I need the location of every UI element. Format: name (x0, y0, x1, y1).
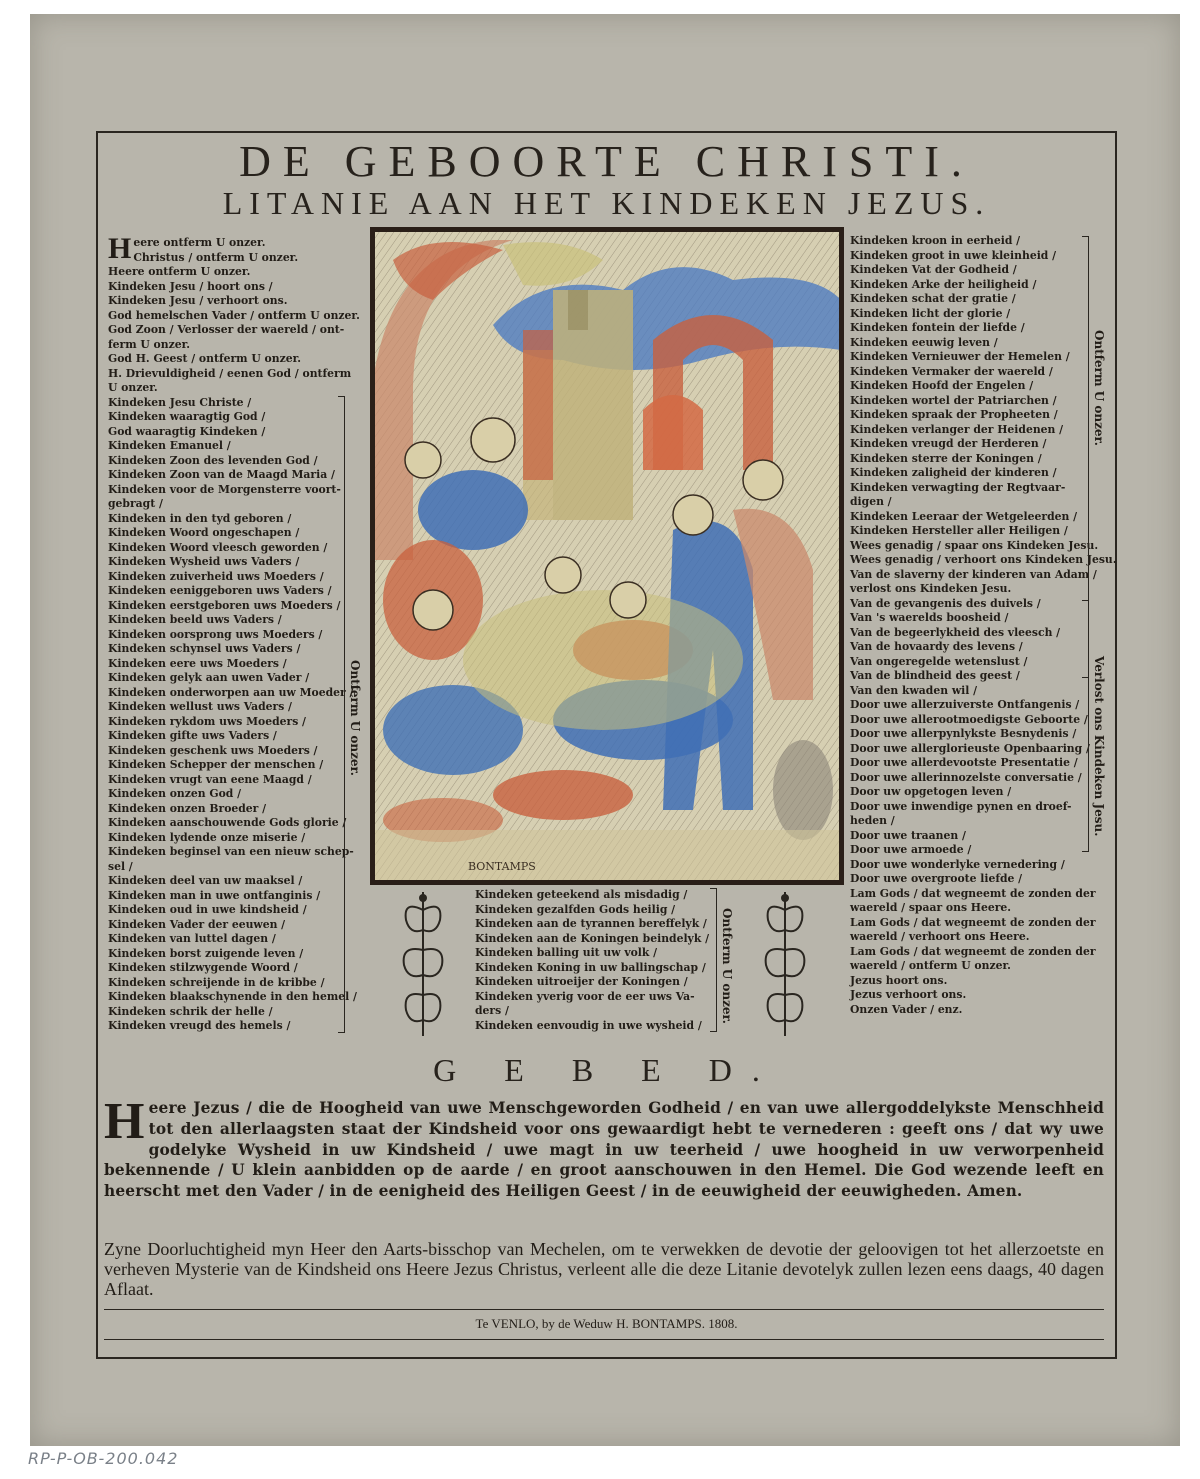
left-litany-line: Kindeken zuiverheid uws Moeders / (108, 569, 324, 583)
right-litany-line: Kindeken eeuwig leven / (850, 335, 998, 349)
middle-litany-line: Kindeken aan de tyrannen bereffelyk / (475, 917, 707, 930)
right-litany-line: Jezus verhoort ons. (850, 988, 967, 1001)
left-litany-line: sel / (108, 859, 133, 873)
left-litany-line: God hemelschen Vader / ontferm U onzer. (108, 308, 360, 322)
right-litany-line: Kindeken Arke der heiligheid / (850, 277, 1037, 291)
right-litany-line: Van 's waerelds boosheid / (850, 611, 1009, 624)
left-litany-line: Kindeken schynsel uws Vaders / (108, 642, 301, 655)
right-litany-line: Door uwe allerpynlykste Besnydenis / (850, 727, 1077, 740)
right-litany-line: Door uwe wonderlyke vernedering / (850, 857, 1065, 871)
right-litany-line: Lam Gods / dat wegneemt de zonden der (850, 915, 1096, 929)
right-litany-line: Kindeken Vat der Godheid / (850, 263, 1017, 276)
middle-litany-line: Kindeken geteekend als misdadig / (475, 888, 688, 901)
right-litany-line: Door uwe allerzuiverste Ontfangenis / (850, 698, 1080, 711)
woodcut-caption: BONTAMPS (468, 860, 536, 873)
right-litany-line: Kindeken sterre der Koningen / (850, 451, 1042, 465)
left-litany-line: gebragt / (108, 497, 163, 510)
left-litany-line: Kindeken oud in uwe kindsheid / (108, 903, 307, 916)
right-litany-line: Lam Gods / dat wegneemt de zonden der (850, 944, 1096, 958)
left-litany-line: Kindeken stilzwygende Woord / (108, 961, 298, 974)
right-litany-line: Kindeken wortel der Patriarchen / (850, 393, 1057, 407)
imprint-rule-top (104, 1309, 1104, 1310)
left-litany-line: Kindeken geschenk uws Moeders / (108, 743, 318, 757)
left-litany-line: Kindeken eere uws Moeders / (108, 656, 287, 670)
left-litany-line: Kindeken rykdom uws Moeders / (108, 714, 306, 728)
right-litany-line: Kindeken verlanger der Heidenen / (850, 422, 1064, 436)
right-litany-line: Kindeken vreugd der Herderen / (850, 437, 1047, 450)
prayer-heading: G E B E D. (433, 1052, 780, 1088)
right-litany-line: Kindeken licht der glorie / (850, 306, 1011, 320)
left-litany-line: Kindeken oorsprong uws Moeders / (108, 627, 323, 641)
left-litany-line: ferm U onzer. (108, 337, 191, 351)
right-litany-line: Door uwe overgroote liefde / (850, 872, 1023, 885)
left-lines (108, 232, 370, 1034)
left-litany-line: Kindeken beeld uws Vaders / (108, 613, 282, 626)
right-litany-line: Onzen Vader / enz. (850, 1002, 963, 1016)
left-litany-line: Kindeken schrik der helle / (108, 1004, 273, 1018)
left-litany-line: Kindeken Emanuel / (108, 439, 231, 452)
right-litany-line: heden / (850, 814, 895, 827)
nativity-woodcut (370, 227, 844, 885)
left-litany-line: Heere ontferm U onzer. (108, 265, 251, 278)
left-litany-line: Kindeken Jesu / hoort ons / (108, 279, 273, 293)
right-litany-line: Kindeken Hersteller aller Heiligen / (850, 524, 1068, 537)
right-litany-line: Van de hovaardy des levens / (850, 640, 1023, 653)
right-litany-line: Kindeken groot in uwe kleinheid / (850, 248, 1057, 262)
middle-litany-line: Kindeken yverig voor de eer uws Va- (475, 989, 695, 1003)
litany-right-column (850, 234, 1117, 1017)
middle-litany-line: Kindeken uitroeijer der Koningen / (475, 975, 688, 988)
left-litany-line: Kindeken schreijende in de kribbe / (108, 975, 325, 989)
prayer-text: eere Jezus / die de Hoogheid van uwe Menschgeworden Godheid / en van uwe allergoddelykste Menschheid tot den allerlaagsten staat der Kindsheid voor ons gewaardigt hebt te vernederen : geeft ons / dat wy uwe godelyke Wysheid in uw Kindsheid / uwe magt in uw teerheid / uwe hoogheid in uw verworpenheid bekennende / U klein aanbidden op de aarde / en groot aanschouwen in den Hemel. Die God wezende leeft en heerscht met den Vader / in de eenigheid des Heiligen Geest / in de eeuwigheid der eeuwigheden. Amen. (104, 1099, 1104, 1201)
left-litany-line: Kindeken gifte uws Vaders / (108, 729, 277, 742)
middle-lines (475, 888, 715, 1033)
right-litany-line: Van den kwaden wil / (850, 683, 978, 697)
left-litany-line: eere ontferm U onzer. (133, 236, 266, 249)
left-litany-line: Kindeken aanschouwende Gods glorie / (108, 816, 347, 829)
left-litany-line: Kindeken voor de Morgensterre voort- (108, 482, 341, 496)
catalog-number: RP-P-OB-200.042 (28, 1449, 179, 1468)
middle-litany-line: Kindeken Koning in uw ballingschap / (475, 960, 706, 974)
right-litany-line: Van de slaverny der kinderen van Adam / (850, 567, 1097, 581)
right-litany-line: Kindeken kroon in eerheid / (850, 234, 1021, 247)
left-litany-line: Kindeken vrugt van eene Maagd / (108, 772, 312, 786)
right-litany-line: Kindeken Hoofd der Engelen / (850, 379, 1034, 392)
right-litany-line: Lam Gods / dat wegneemt de zonden der (850, 886, 1096, 900)
right-bracket-label-bottom: Verlost ons Kindeken Jesu. (1092, 656, 1106, 837)
right-litany-line: Jezus hoort ons. (850, 973, 948, 987)
left-litany-line: Kindeken Woord ongeschapen / (108, 526, 300, 539)
left-litany-line: Kindeken man in uwe ontfanginis / (108, 888, 321, 902)
right-litany-line: Van ongeregelde wetenslust / (850, 654, 1028, 668)
imprint-rule-bottom (104, 1339, 1104, 1340)
right-litany-line: Kindeken fontein der liefde / (850, 321, 1025, 334)
right-litany-line: Kindeken schat der gratie / (850, 292, 1016, 305)
left-litany-line: Kindeken van luttel dagen / (108, 932, 276, 945)
right-ornament (760, 890, 810, 1038)
left-litany-line: Kindeken blaakschynende in den hemel / (108, 990, 357, 1003)
left-litany-line: Kindeken onzen God / (108, 787, 242, 800)
left-litany-line: Kindeken waaragtig God / (108, 410, 266, 423)
left-litany-line: Kindeken vreugd des hemels / (108, 1019, 291, 1032)
right-litany-line: Kindeken Vermaker der waereld / (850, 364, 1053, 378)
middle-litany-line: Kindeken balling uit uw volk / (475, 946, 658, 959)
nativity-illustration (373, 230, 841, 882)
left-litany-line: Kindeken Woord vleesch geworden / (108, 540, 328, 554)
right-litany-line: Wees genadig / verhoort ons Kindeken Jesu. (850, 553, 1117, 566)
left-litany-line: Kindeken eeniggeboren uws Vaders / (108, 584, 332, 597)
prayer-body (104, 1093, 1104, 1202)
page-subtitle: LITANIE AAN HET KINDEKEN JEZUS. (222, 185, 991, 221)
left-litany-line: H. Drievuldigheid / eenen God / ontferm (108, 366, 352, 380)
right-litany-line: Door uwe allerootmoedigste Geboorte / (850, 712, 1088, 726)
left-litany-line: Kindeken onzen Broeder / (108, 801, 267, 815)
middle-litany-line: ders / (475, 1004, 509, 1017)
left-litany-line: Kindeken beginsel van een nieuw schep- (108, 845, 354, 858)
right-litany-line: Door uwe traanen / (850, 828, 966, 842)
left-litany-line: Kindeken Vader der eeuwen / (108, 917, 286, 931)
left-litany-line: Kindeken in den tyd geboren / (108, 511, 292, 525)
left-litany-line: Christus / ontferm U onzer. (133, 250, 299, 264)
left-litany-line: Kindeken Schepper der menschen / (108, 758, 324, 771)
left-litany-line: God Zoon / Verlosser der waereld / ont- (108, 323, 345, 336)
left-litany-line: God H. Geest / ontferm U onzer. (108, 352, 302, 365)
left-litany-line: U onzer. (108, 381, 158, 394)
left-litany-line: Kindeken Zoon van de Maagd Maria / (108, 468, 335, 481)
right-litany-line: digen / (850, 495, 892, 508)
left-dropcap: H (108, 232, 132, 265)
right-litany-line: Door uw opgetogen leven / (850, 785, 1012, 798)
right-litany-line: Van de blindheid des geest / (850, 669, 1020, 682)
indulgence-note: Zyne Doorluchtigheid myn Heer den Aarts-bisschop van Mechelen, om te verwekken de devotie der geloovigen tot het allerzoetste en verheven Mysterie van de Kindsheid ons Heere Jezus Christus, verleent alle die deze Litanie devotelyk zullen lezen eens daags, 40 dagen Aflaat. (104, 1239, 1104, 1299)
middle-litany-line: Kindeken eenvoudig in uwe wysheid / (475, 1018, 702, 1032)
left-litany-line: Kindeken gelyk aan uwen Vader / (108, 671, 310, 684)
left-litany-line: Kindeken deel van uw maaksel / (108, 874, 303, 887)
left-litany-line: Kindeken Zoon des levenden God / (108, 453, 318, 467)
litany-middle-column (475, 888, 715, 1033)
middle-litany-line: Kindeken gezalfden Gods heilig / (475, 902, 676, 916)
left-litany-line: Kindeken lydende onze miserie / (108, 830, 306, 844)
right-litany-line: Door uwe allerinnozelste conversatie / (850, 770, 1082, 784)
right-litany-line: Van de gevangenis des duivels / (850, 596, 1041, 610)
left-bracket (338, 396, 345, 1033)
left-litany-line: Kindeken eerstgeboren uws Moeders / (108, 598, 341, 612)
litany-left-column (108, 232, 370, 1034)
right-litany-line: Door uwe inwendige pynen en droef- (850, 799, 1072, 813)
right-litany-line: Kindeken zaligheid der kinderen / (850, 466, 1057, 479)
right-lines (850, 234, 1117, 1017)
right-litany-line: Kindeken spraak der Propheeten / (850, 408, 1058, 421)
right-litany-line: Kindeken Leeraar der Wetgeleerden / (850, 509, 1078, 523)
right-litany-line: waereld / spaar ons Heere. (850, 901, 1012, 914)
left-litany-line: God waaragtig Kindeken / (108, 424, 266, 438)
right-litany-line: waereld / verhoort ons Heere. (850, 930, 1030, 943)
left-litany-line: Kindeken Jesu / verhoort ons. (108, 294, 288, 307)
left-litany-line: Kindeken wellust uws Vaders / (108, 700, 293, 713)
right-bracket-label-top: Ontferm U onzer. (1092, 330, 1106, 446)
right-litany-line: Kindeken verwagting der Regtvaar- (850, 480, 1066, 494)
middle-bracket-label: Ontferm U onzer. (720, 908, 734, 1024)
left-litany-line: Kindeken borst zuigende leven / (108, 946, 304, 960)
right-litany-line: Van de begeerlykheid des vleesch / (850, 625, 1061, 639)
right-litany-line: waereld / ontferm U onzer. (850, 959, 1011, 972)
middle-litany-line: Kindeken aan de Koningen beindelyk / (475, 931, 710, 945)
left-litany-line: Kindeken Jesu Christe / (108, 395, 252, 409)
prayer-dropcap: H (104, 1093, 145, 1150)
page-title: DE GEBOORTE CHRISTI. (239, 137, 974, 186)
left-litany-line: Kindeken Wysheid uws Vaders / (108, 555, 300, 568)
right-litany-line: verlost ons Kindeken Jesu. (850, 582, 1012, 595)
left-bracket-label: Ontferm U onzer. (348, 660, 362, 776)
left-ornament (398, 890, 448, 1038)
right-litany-line: Door uwe armoede / (850, 843, 972, 856)
imprint: Te VENLO, by de Weduw H. BONTAMPS. 1808. (475, 1316, 738, 1331)
right-bracket-bottom (1082, 600, 1089, 852)
left-litany-line: Kindeken onderworpen aan uw Moeder / (108, 685, 354, 699)
middle-bracket (710, 888, 717, 1032)
right-litany-line: Wees genadig / spaar ons Kindeken Jesu. (850, 538, 1099, 552)
right-litany-line: Kindeken Vernieuwer der Hemelen / (850, 350, 1070, 363)
right-litany-line: Door uwe allerglorieuste Openbaaring / (850, 741, 1090, 755)
right-litany-line: Door uwe allerdevootste Presentatie / (850, 756, 1078, 769)
